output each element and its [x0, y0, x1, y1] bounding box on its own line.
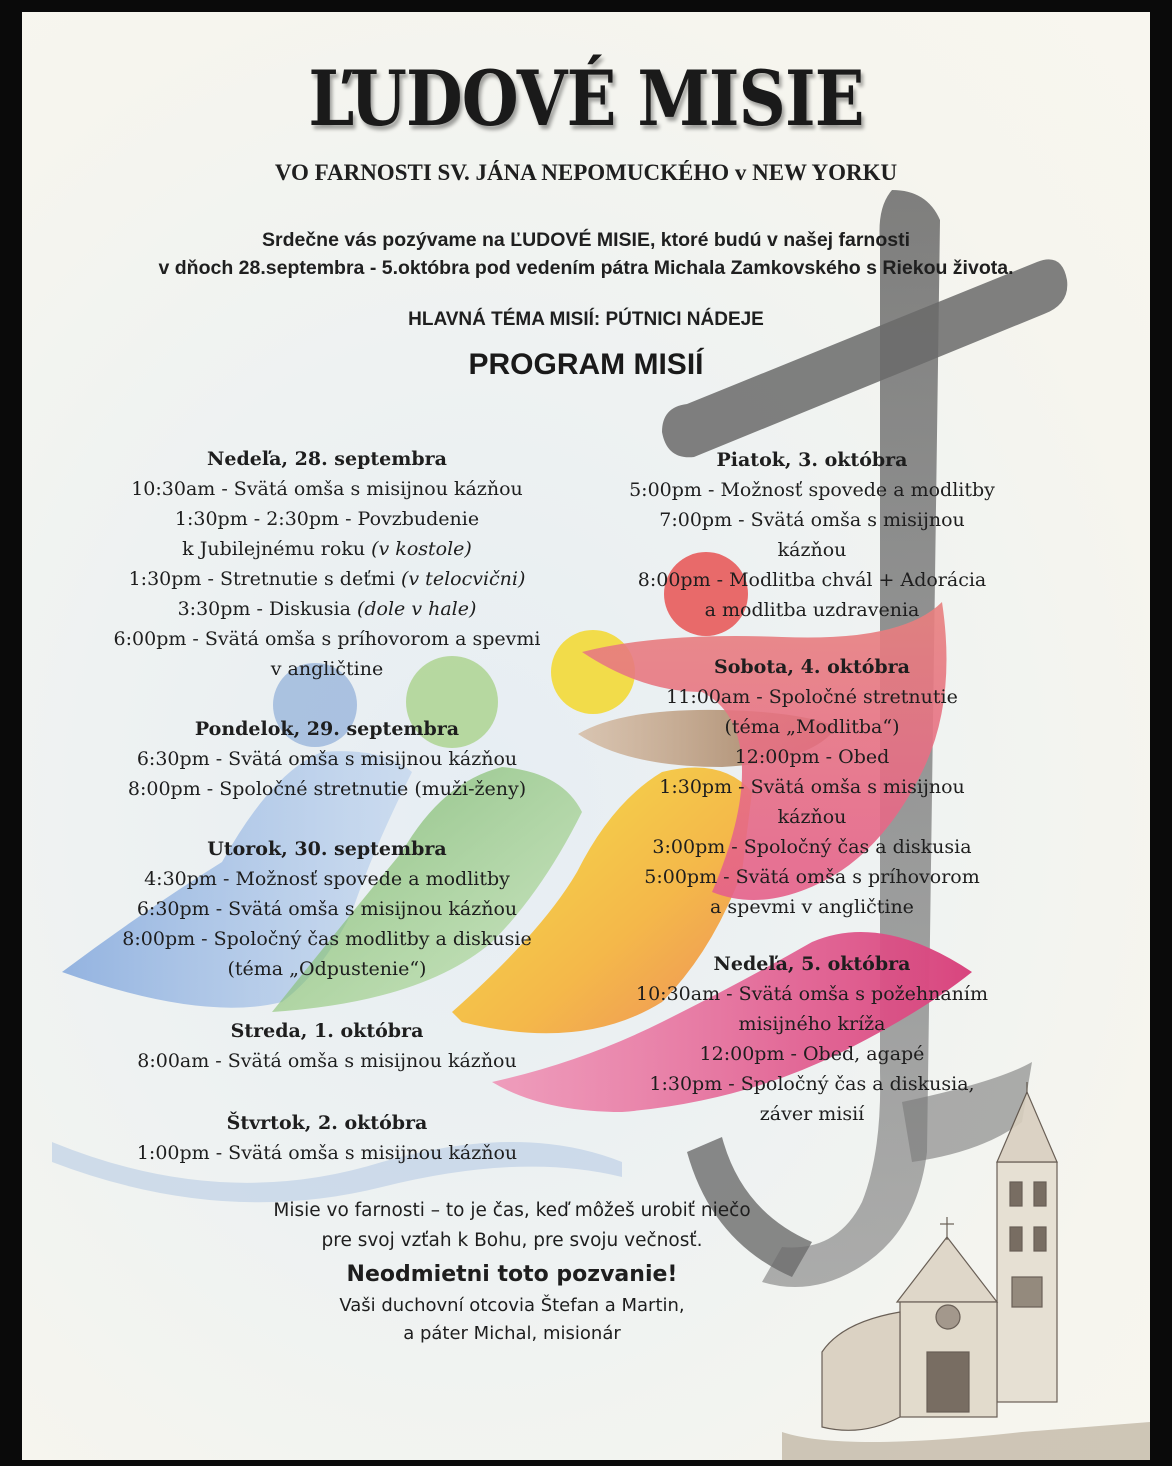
event-line: [82, 534, 572, 564]
event-line: 12:00pm - Obed: [734, 746, 890, 768]
event-line: a modlitba uzdravenia: [704, 599, 920, 621]
event-line: 6:30pm - Svätá omša s misijnou kázňou: [136, 898, 518, 920]
event-line: (téma „Odpustenie“): [227, 958, 427, 980]
event-line: (téma „Modlitba“): [724, 716, 900, 738]
event-line: a spevmi v angličtine: [710, 896, 914, 918]
event-line: 8:00pm - Spoločný čas modlitby a diskusie: [122, 928, 532, 950]
event-text: 3:30pm - Diskusia: [177, 598, 357, 620]
event-location: (dole v hale): [356, 598, 477, 620]
event-line: [82, 594, 572, 624]
event-line: 1:30pm - Spoločný čas a diskusia,: [649, 1073, 975, 1095]
program-heading: PROGRAM MISIÍ: [468, 348, 704, 381]
day-thursday-oct2: [82, 1108, 572, 1168]
day-saturday-oct4: [592, 652, 1032, 922]
mission-theme: HLAVNÁ TÉMA MISIÍ: PÚTNICI NÁDEJE: [408, 309, 764, 330]
day-sunday-oct5: [592, 949, 1032, 1129]
poster-page: [22, 12, 1150, 1460]
day-heading: Pondelok, 29. septembra: [194, 718, 460, 740]
event-line: kázňou: [777, 539, 847, 561]
event-line: 6:30pm - Svätá omša s misijnou kázňou: [136, 748, 518, 770]
invitation-line-1: Srdečne vás pozývame na ĽUDOVÉ MISIE, ktoré budú v našej farnosti: [261, 229, 911, 251]
day-monday-sep29: [82, 714, 572, 804]
closing-line-2: pre svoj vzťah k Bohu, pre svoju večnosť.: [321, 1230, 703, 1251]
event-line: záver misií: [759, 1103, 865, 1125]
closing-message: [212, 1196, 812, 1348]
event-line: 4:30pm - Možnosť spovede a modlitby: [144, 868, 510, 890]
day-heading: Sobota, 4. októbra: [713, 656, 910, 678]
event-line: 8:00am - Svätá omša s misijnou kázňou: [137, 1050, 517, 1072]
poster-title: ĽUDOVÉ MISIE: [308, 54, 864, 143]
event-line: 5:00pm - Svätá omša s príhovorom: [644, 866, 980, 888]
closing-line-1: Misie vo farnosti – to je čas, keď môžeš urobiť niečo: [273, 1200, 751, 1221]
event-location: (v telocvični): [401, 568, 526, 590]
event-line: 11:00am - Spoločné stretnutie: [666, 686, 958, 708]
event-text: k Jubilejnému roku: [182, 538, 372, 560]
invitation-line-2: v dňoch 28.septembra - 5.októbra pod vedením pátra Michala Zamkovského s Riekou života.: [158, 257, 1014, 279]
event-text: 1:30pm - Stretnutie s deťmi: [128, 568, 401, 590]
event-line: 10:30am - Svätá omša s misijnou kázňou: [131, 478, 523, 500]
event-line: v angličtine: [270, 658, 384, 680]
invitation-text: [22, 226, 1150, 282]
event-line: 7:00pm - Svätá omša s misijnou: [659, 509, 965, 531]
day-tuesday-sep30: [82, 834, 572, 984]
event-line: 8:00pm - Spoločné stretnutie (muži-ženy): [127, 778, 527, 800]
day-heading: Štvrtok, 2. októbra: [226, 1112, 428, 1134]
day-heading: Nedeľa, 5. októbra: [713, 953, 911, 975]
schedule-left-column: [82, 444, 572, 1168]
invitation-callout: Neodmietni toto pozvanie!: [346, 1262, 678, 1287]
event-line: misijného kríža: [738, 1013, 886, 1035]
event-line: kázňou: [777, 806, 847, 828]
event-line: 10:30am - Svätá omša s požehnaním: [635, 983, 989, 1005]
event-location: (v kostole): [371, 538, 472, 560]
signature-line-2: a páter Michal, misionár: [403, 1323, 621, 1344]
event-line: 12:00pm - Obed, agapé: [699, 1043, 925, 1065]
day-heading: Nedeľa, 28. septembra: [207, 448, 447, 470]
signature-line-1: Vaši duchovní otcovia Štefan a Martin,: [339, 1295, 685, 1316]
event-line: 8:00pm - Modlitba chvál + Adorácia: [637, 569, 987, 591]
day-friday-oct3: [592, 445, 1032, 625]
parish-subtitle: VO FARNOSTI SV. JÁNA NEPOMUCKÉHO v NEW YORKU: [274, 160, 898, 185]
event-line: 1:30pm - Svätá omša s misijnou: [659, 776, 965, 798]
day-sunday-sep28: [82, 444, 572, 684]
schedule-right-column: [592, 445, 1032, 1129]
event-line: 3:00pm - Spoločný čas a diskusia: [652, 836, 972, 858]
event-line: [82, 564, 572, 594]
day-wednesday-oct1: [82, 1016, 572, 1076]
event-line: 6:00pm - Svätá omša s príhovorom a spevmi: [113, 628, 541, 650]
event-line: 1:30pm - 2:30pm - Povzbudenie: [174, 508, 480, 530]
day-heading: Piatok, 3. októbra: [716, 449, 908, 471]
event-line: 1:00pm - Svätá omša s misijnou kázňou: [136, 1142, 518, 1164]
day-heading: Streda, 1. októbra: [230, 1020, 424, 1042]
day-heading: Utorok, 30. septembra: [207, 838, 447, 860]
event-line: 5:00pm - Možnosť spovede a modlitby: [629, 479, 995, 501]
